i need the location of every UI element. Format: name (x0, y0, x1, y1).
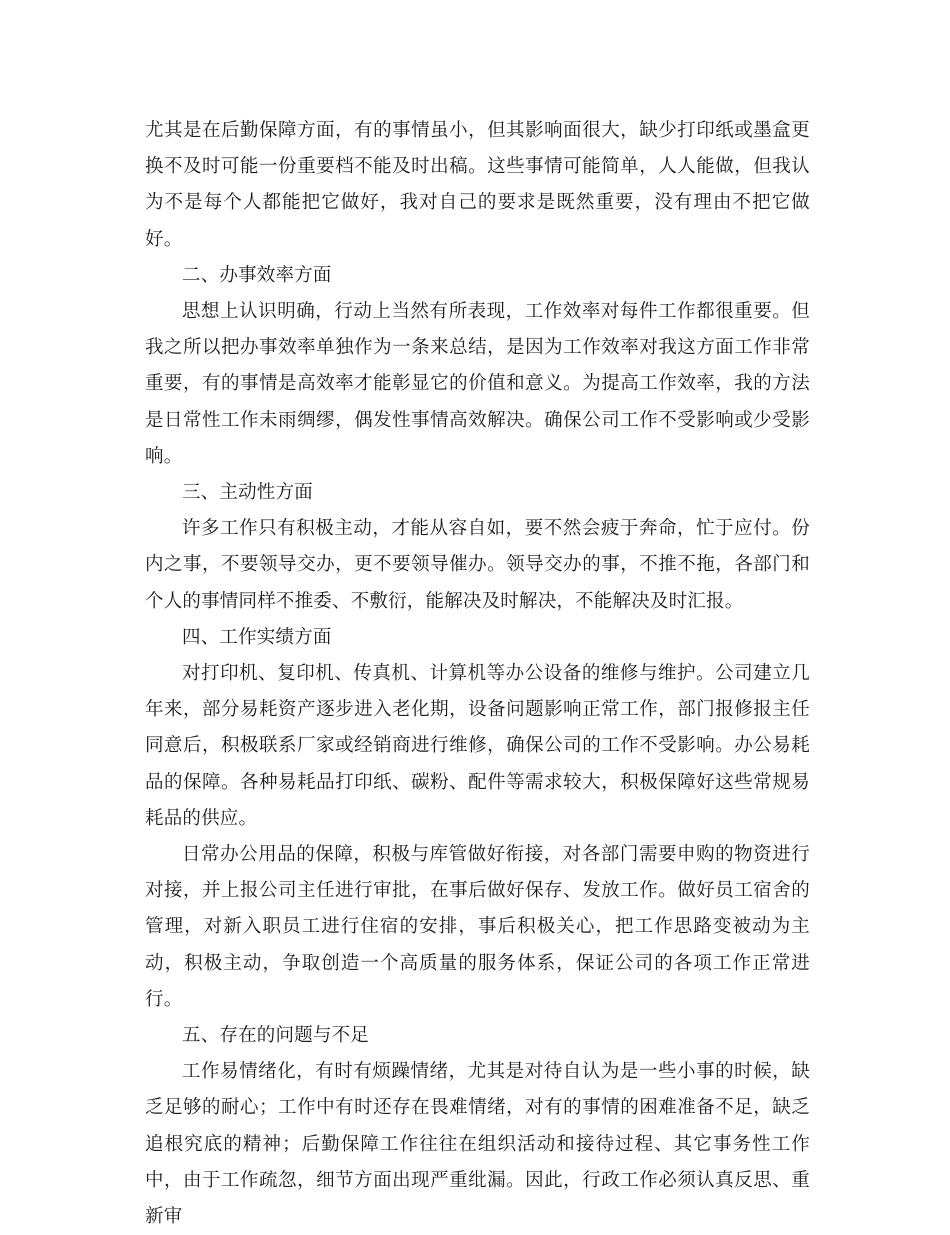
paragraph-equipment: 对打印机、复印机、传真机、计算机等办公设备的维修与维护。公司建立几年来，部分易耗资产逐步进入老化期，设备问题影响正常工作，部门报修报主任同意后，积极联系厂家或经销商进行维修，确保公司的工作不受影响。办公易耗品的保障。各种易耗品打印纸、碳粉、配件等需求较大，积极保障好这些常规易耗品的供应。 (145, 663, 810, 829)
document-body (145, 113, 810, 1235)
section-heading-problems: 五、存在的问题与不足 (182, 1025, 370, 1047)
paragraph-efficiency: 思想上认识明确，行动上当然有所表现，工作效率对每件工作都很重要。但我之所以把办事效率单独作为一条来总结，是因为工作效率对我这方面工作非常重要，有的事情是高效率才能彰显它的价值和意义。为提高工作效率，我的方法是日常性工作未雨绸缪，偶发性事情高效解决。确保公司工作不受影响或少受影响。 (145, 301, 810, 467)
paragraph-initiative: 许多工作只有积极主动，才能从容自如，要不然会疲于奔命，忙于应付。份内之事，不要领导交办，更不要领导催办。领导交办的事，不推不拖，各部门和个人的事情同样不推委、不敷衍，能解决及时解决，不能解决及时汇报。 (145, 518, 810, 612)
section-heading-initiative: 三、主动性方面 (182, 482, 313, 504)
paragraph-office-supplies: 日常办公用品的保障，积极与库管做好衔接，对各部门需要申购的物资进行对接，并上报公司主任进行审批，在事后做好保存、发放工作。做好员工宿舍的管理，对新入职员工进行住宿的安排，事后积极关心，把工作思路变被动为主动，积极主动，争取创造一个高质量的服务体系，保证公司的各项工作正常进行。 (145, 844, 810, 1010)
paragraph-problems: 工作易情绪化，有时有烦躁情绪，尤其是对待自认为是一些小事的时候，缺乏足够的耐心；工作中有时还存在畏难情绪，对有的事情的困难准备不足，缺乏追根究底的精神；后勤保障工作往往在组织活动和接待过程、其它事务性工作中，由于工作疏忽，细节方面出现严重纰漏。因此，行政工作必须认真反思、重新审 (145, 1061, 810, 1228)
section-heading-achievements: 四、工作实绩方面 (182, 626, 332, 648)
section-heading-efficiency: 二、办事效率方面 (182, 264, 332, 286)
paragraph-logistics: 尤其是在后勤保障方面，有的事情虽小，但其影响面很大，缺少打印纸或墨盒更换不及时可能一份重要档不能及时出稿。这些事情可能简单，人人能做，但我认为不是每个人都能把它做好，我对自己的要求是既然重要，没有理由不把它做好。 (145, 120, 810, 250)
